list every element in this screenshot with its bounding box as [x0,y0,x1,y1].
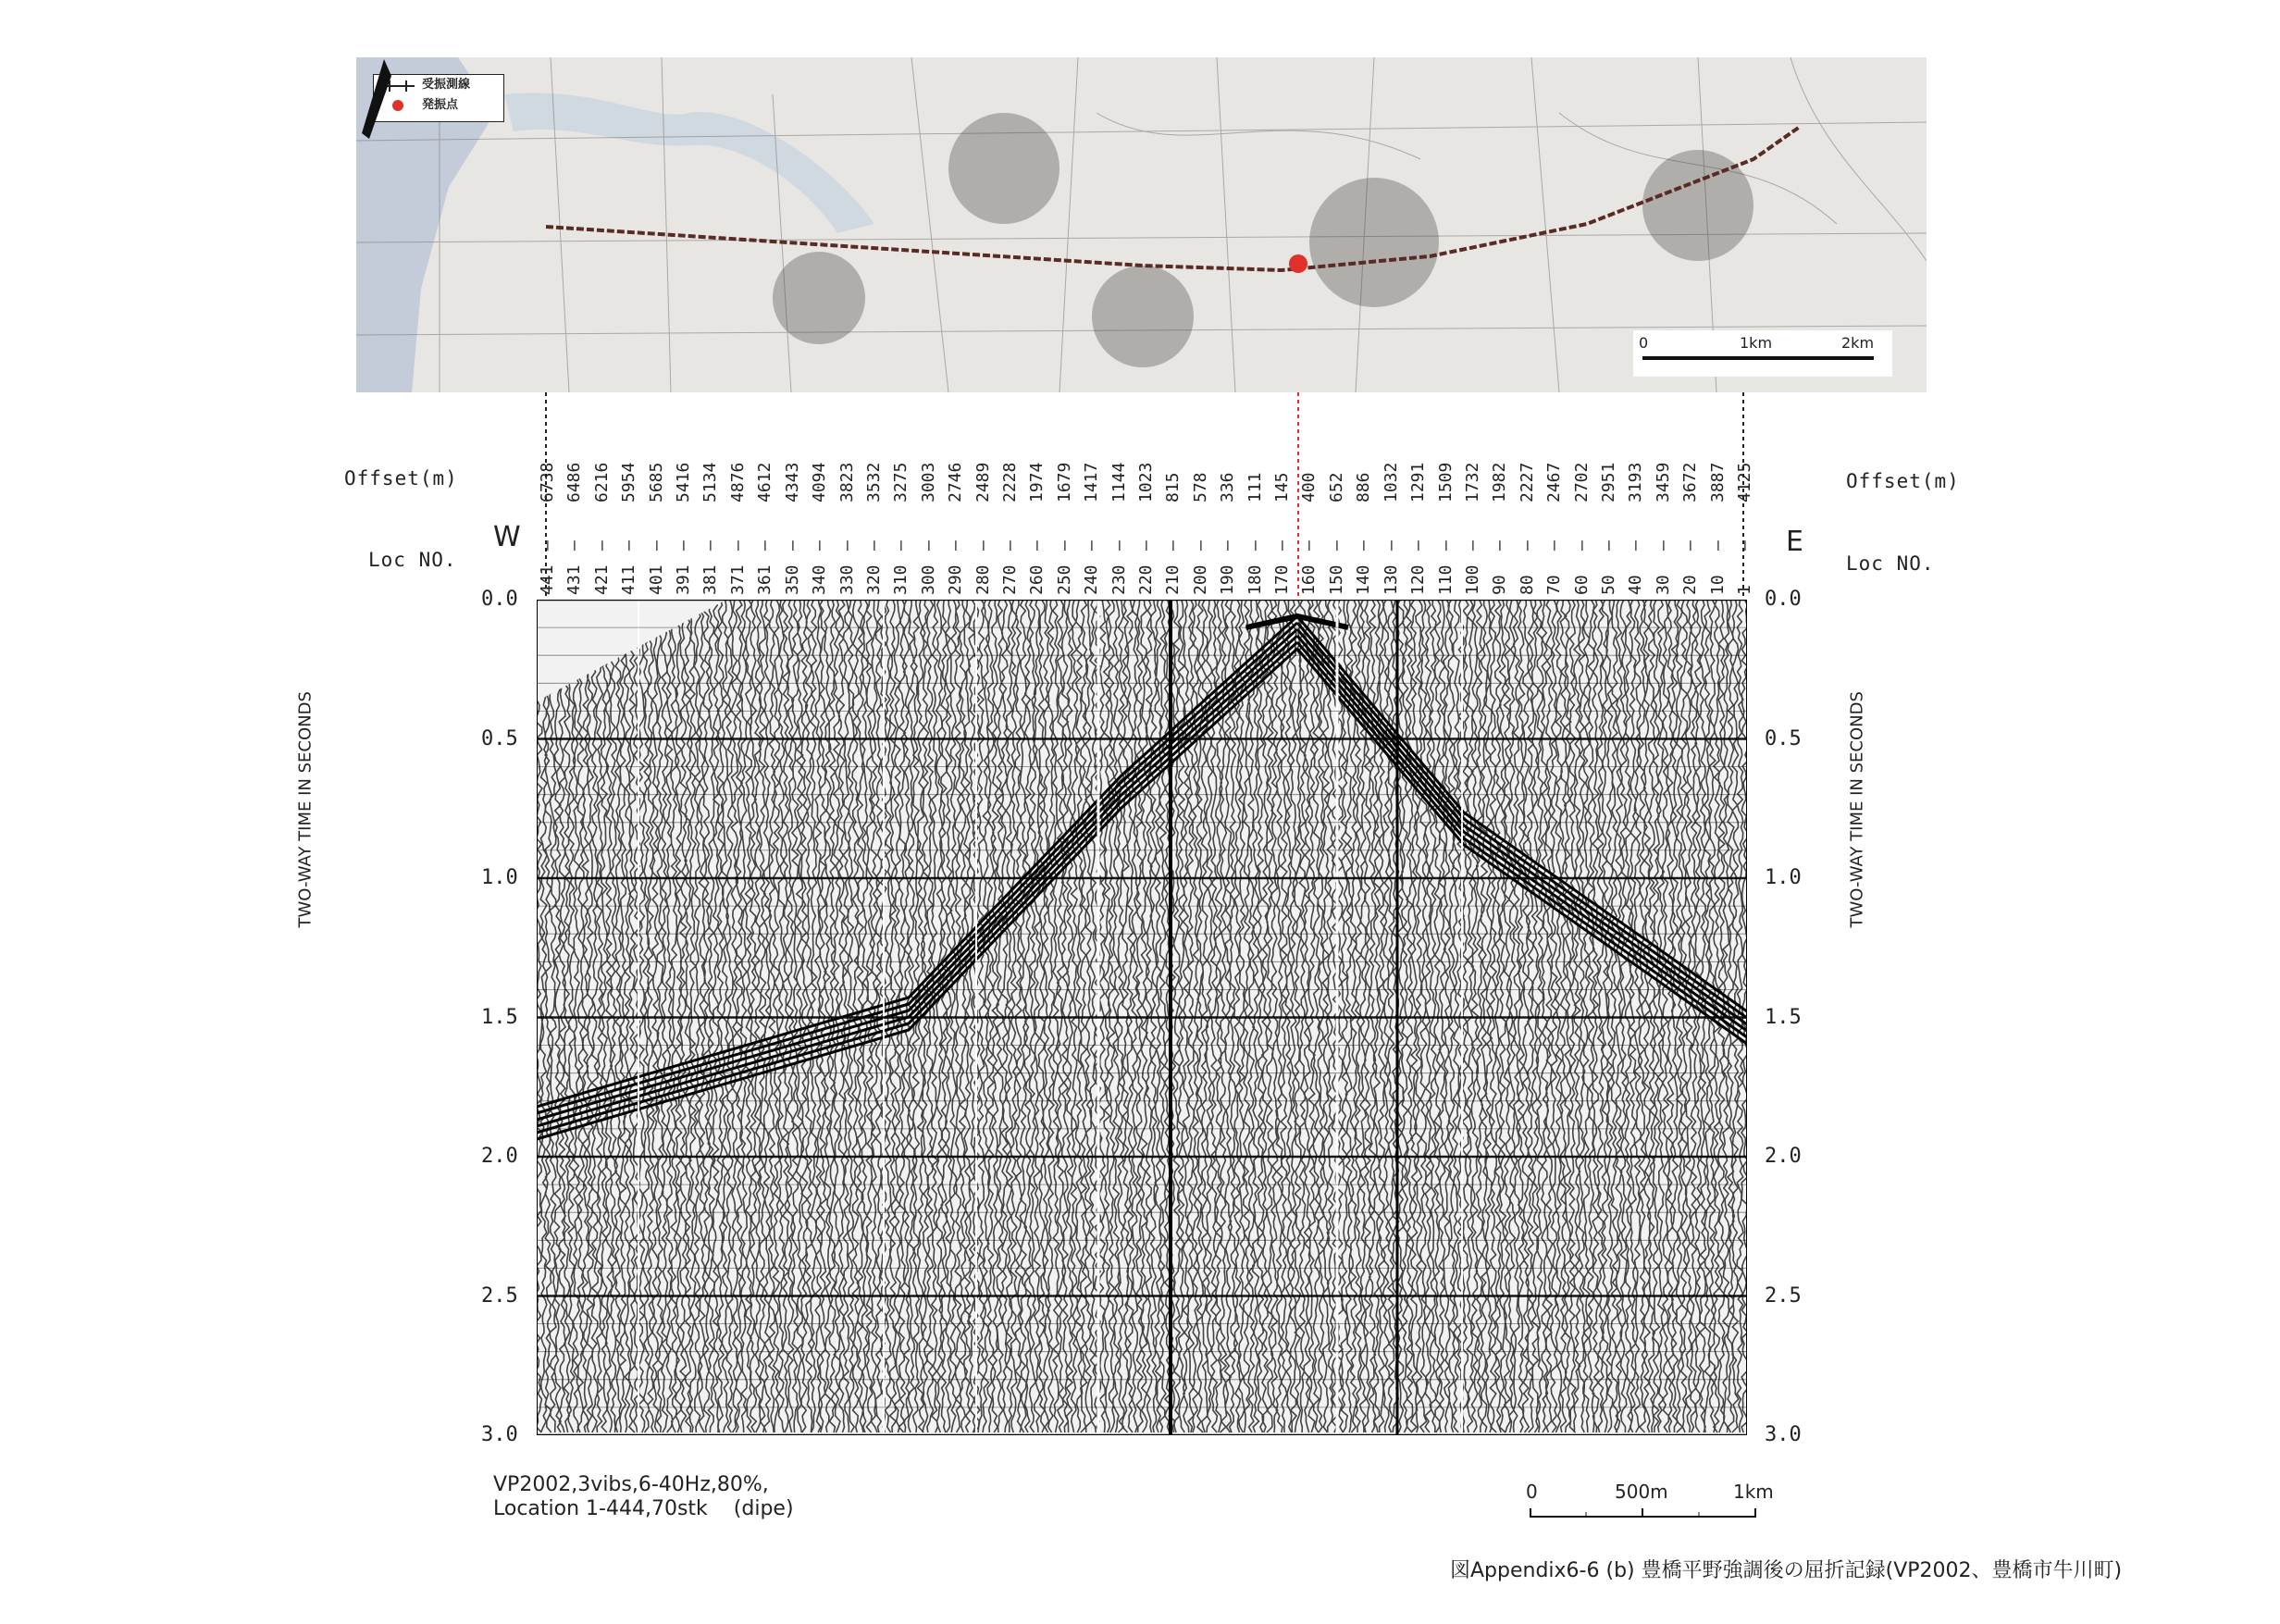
header-dash: — [1598,540,1618,551]
map-scale-tick: 0 [1639,334,1649,352]
header-dash: — [1109,540,1129,551]
location-value: 371 [727,564,748,595]
location-value: 270 [999,564,1020,595]
offset-value: 2489 [973,462,993,502]
offset-value: 3672 [1680,462,1701,502]
offset-value: 1732 [1462,462,1482,502]
location-value: 180 [1245,564,1265,595]
location-value: 20 [1680,575,1701,595]
location-value: 421 [591,564,612,595]
location-value: 361 [755,564,775,595]
map-connector-lines [0,0,2280,611]
location-value: 330 [836,564,857,595]
offset-value: 2951 [1598,462,1618,502]
acquisition-line-2b: (dipe) [733,1497,794,1520]
header-dash: — [1354,540,1374,551]
offset-value: 652 [1326,472,1346,502]
header-dash: — [1707,540,1728,551]
offset-value: 336 [1218,472,1238,502]
offset-value: 3823 [836,462,857,502]
ytick-label: 3.0 [481,1423,518,1446]
ytick-label: 2.0 [481,1145,518,1168]
legend-point-label: 発振点 [422,98,459,112]
offset-value: 1291 [1408,462,1429,502]
yaxis-title-right: TWO-WAY TIME IN SECONDS [1847,691,1867,928]
location-value: 80 [1517,575,1537,595]
header-dash: — [1653,540,1673,551]
offset-value: 3887 [1707,462,1728,502]
location-value: 280 [973,564,993,595]
offset-value: 4094 [810,462,830,502]
location-value: 310 [891,564,911,595]
location-value: 220 [1136,564,1156,595]
header-dash: — [810,540,830,551]
location-value: 290 [946,564,966,595]
offset-value: 2746 [946,462,966,502]
header-dash: — [918,540,938,551]
header-dash: — [836,540,857,551]
location-value: 401 [646,564,666,595]
offset-value: 1974 [1027,462,1047,502]
header-dash: — [1490,540,1510,551]
offset-value: 1679 [1054,462,1074,502]
scale-tick: 1km [1733,1481,1774,1503]
location-value: 411 [619,564,639,595]
offset-value: 1509 [1435,462,1456,502]
location-value: 320 [863,564,884,595]
location-value: 30 [1653,575,1673,595]
loc-label-left: Loc NO. [368,549,457,571]
header-dash: — [564,540,585,551]
ytick-label: 0.0 [481,588,518,611]
map-scale-tick: 1km [1740,334,1773,352]
offset-value: 3532 [863,462,884,502]
header-dash: — [1054,540,1074,551]
location-value: 70 [1544,575,1565,595]
loc-label-right: Loc NO. [1846,552,1935,575]
header-dash: — [1299,540,1320,551]
offset-label-left: Offset(m) [344,467,458,490]
offset-value: 2467 [1544,462,1565,502]
header-dash: — [1082,540,1102,551]
ytick-label: 1.0 [1765,866,1802,889]
header-dash: — [1163,540,1183,551]
header-dash: — [1571,540,1592,551]
location-value: 120 [1408,564,1429,595]
location-value: 260 [1027,564,1047,595]
offset-value: 5134 [700,462,721,502]
offset-value: 1144 [1109,462,1129,502]
offset-value: 6486 [564,462,585,502]
offset-value: 1023 [1136,462,1156,502]
offset-value: 4612 [755,462,775,502]
seismic-refraction-record [537,600,1747,1435]
location-value: 250 [1054,564,1074,595]
location-value: 190 [1218,564,1238,595]
ytick-label: 0.5 [1765,726,1802,750]
scale-ticks-graphic [1530,1508,1757,1523]
location-value: 340 [810,564,830,595]
header-dash: — [591,540,612,551]
ytick-label: 0.5 [481,726,518,750]
offset-label-right: Offset(m) [1846,470,1960,492]
header-dash: — [946,540,966,551]
offset-value: 145 [1272,472,1293,502]
offset-value: 3459 [1653,462,1673,502]
header-dash: — [1190,540,1210,551]
ytick-label: 2.5 [1765,1283,1802,1308]
location-value: 10 [1707,575,1728,595]
header-dash: — [1326,540,1346,551]
header-dash: — [1408,540,1429,551]
location-value: 381 [700,564,721,595]
offset-value: 578 [1190,472,1210,502]
offset-value: 6738 [538,462,557,502]
offset-value: 2702 [1571,462,1592,502]
section-scale-bar [1522,1481,1774,1536]
offset-value: 6216 [591,462,612,502]
header-dash: — [1435,540,1456,551]
location-value: 391 [674,564,694,595]
location-value: 50 [1598,575,1618,595]
header-dash: — [700,540,721,551]
offset-value: 4876 [727,462,748,502]
offset-value: 5416 [674,462,694,502]
ytick-label: 1.5 [481,1005,518,1029]
location-value: 160 [1299,564,1320,595]
header-dash: — [863,540,884,551]
location-value: 200 [1190,564,1210,595]
offset-value: 2228 [999,462,1020,502]
header-dash: — [646,540,666,551]
offset-value: 3003 [918,462,938,502]
header-dash: — [1544,540,1565,551]
yaxis-title-left: TWO-WAY TIME IN SECONDS [295,691,316,928]
header-dash: — [538,540,557,551]
acquisition-note [493,1473,794,1521]
header-dash: — [1218,540,1238,551]
header-dash: — [1735,540,1754,551]
header-dash: — [1027,540,1047,551]
location-value: 210 [1163,564,1183,595]
offset-value: 4125 [1735,462,1754,502]
acquisition-line-1: VP2002,3vibs,6-40Hz,80%, [493,1473,769,1496]
acquisition-line-2: Location 1-444,70stk [493,1497,708,1520]
header-dash: — [755,540,775,551]
location-value: 100 [1462,564,1482,595]
header-dash: — [619,540,639,551]
location-value: 130 [1381,564,1401,595]
east-label: E [1786,526,1803,558]
location-value: 300 [918,564,938,595]
header-dash: — [1626,540,1646,551]
ytick-label: 2.0 [1765,1145,1802,1168]
location-value: 350 [782,564,802,595]
offset-value: 111 [1245,472,1265,502]
offset-value: 886 [1354,472,1374,502]
ytick-label: 1.5 [1765,1005,1802,1029]
offset-value: 3275 [891,462,911,502]
header-dash: — [1136,540,1156,551]
location-value: 170 [1272,564,1293,595]
header-dash: — [1381,540,1401,551]
location-value: 240 [1082,564,1102,595]
west-label: W [493,521,521,553]
location-value: 90 [1490,575,1510,595]
scale-tick: 0 [1526,1481,1538,1503]
location-value: 1 [1735,585,1754,595]
scale-tick: 500m [1615,1481,1668,1503]
header-dash: — [1272,540,1293,551]
offset-value: 2227 [1517,462,1537,502]
location-value: 60 [1571,575,1592,595]
header-dash: — [973,540,993,551]
header-dash: — [727,540,748,551]
location-value: 40 [1626,575,1646,595]
legend-line-label: 受振測線 [422,78,471,92]
offset-value: 4343 [782,462,802,502]
ytick-label: 3.0 [1765,1423,1802,1446]
location-value: 140 [1354,564,1374,595]
location-value: 150 [1326,564,1346,595]
header-dash: — [1680,540,1701,551]
header-dash: — [1462,540,1482,551]
offset-value: 400 [1299,472,1320,502]
offset-value: 1417 [1082,462,1102,502]
header-dash: — [1517,540,1537,551]
location-value: 441 [538,564,557,595]
header-dash: — [674,540,694,551]
ytick-label: 0.0 [1765,588,1802,611]
offset-value: 5954 [619,462,639,502]
offset-value: 1032 [1381,462,1401,502]
ytick-label: 1.0 [481,866,518,889]
header-dash: — [782,540,802,551]
offset-value: 3193 [1626,462,1646,502]
location-value: 110 [1435,564,1456,595]
offset-value: 1982 [1490,462,1510,502]
offset-value: 5685 [646,462,666,502]
location-value: 230 [1109,564,1129,595]
ytick-label: 2.5 [481,1283,518,1308]
header-dash: — [891,540,911,551]
location-value: 431 [564,564,585,595]
header-dash: — [1245,540,1265,551]
offset-value: 815 [1163,472,1183,502]
map-scale-tick: 2km [1841,334,1875,352]
header-dash: — [999,540,1020,551]
figure-caption: 図Appendix6-6 (b) 豊橋平野強調後の屈折記録(VP2002、豊橋市牛川町) [1450,1559,2123,1582]
